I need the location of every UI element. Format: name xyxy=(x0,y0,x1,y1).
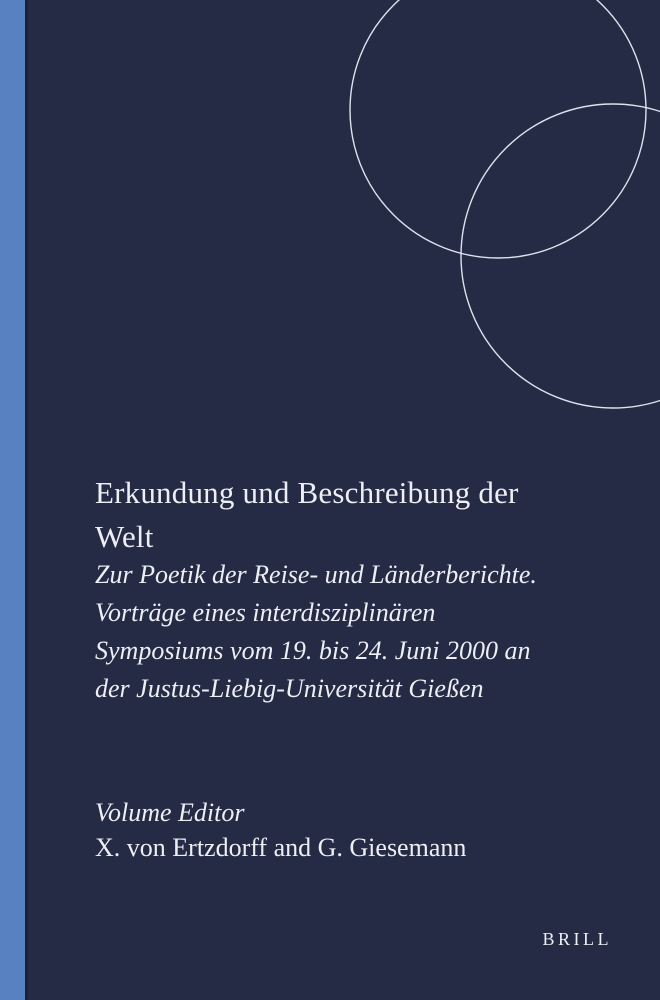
book-title-line: Welt xyxy=(95,519,154,554)
publisher-wordmark: BRILL xyxy=(542,929,612,949)
book-subtitle-line: Vorträge eines interdisziplinären xyxy=(95,598,436,627)
decor-circle-top xyxy=(350,0,646,258)
book-title-line: Erkundung und Beschreibung der xyxy=(95,475,519,510)
book-subtitle xyxy=(95,556,635,708)
book-subtitle-line: Symposiums vom 19. bis 24. Juni 2000 an xyxy=(95,636,531,665)
spine-stripe xyxy=(0,0,28,1000)
book-subtitle-line: Zur Poetik der Reise- und Länderberichte. xyxy=(95,560,537,589)
editor-names: X. von Ertzdorff and G. Giesemann xyxy=(95,833,467,862)
decor-circle-bottom xyxy=(461,104,660,408)
book-title xyxy=(95,471,635,559)
book-subtitle-line: der Justus-Liebig-Universität Gießen xyxy=(95,674,484,703)
editor-block xyxy=(95,795,635,865)
volume-editor-label: Volume Editor xyxy=(95,798,245,827)
